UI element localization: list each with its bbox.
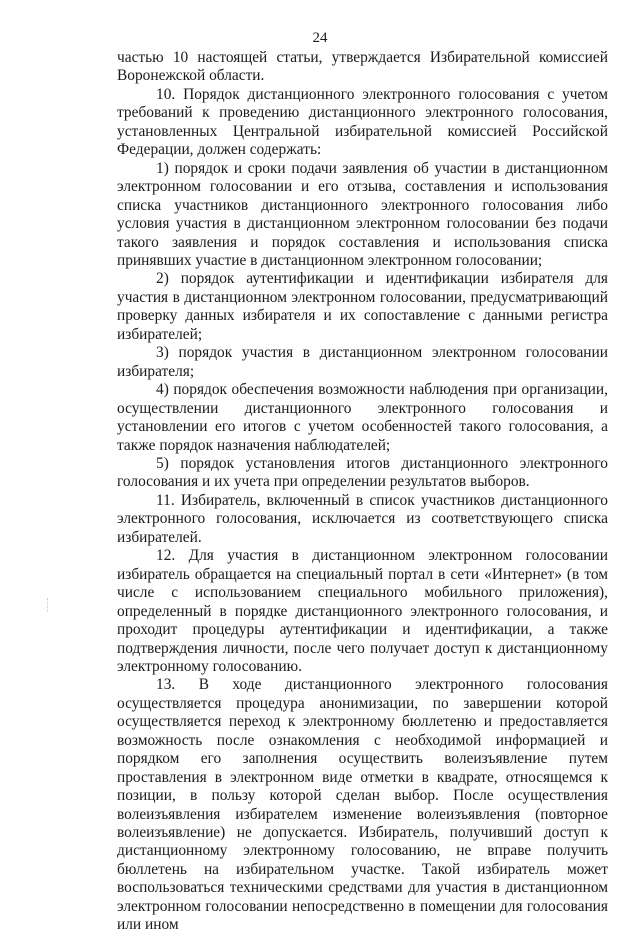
scan-margin-mark <box>47 598 49 612</box>
paragraph: 11. Избиратель, включенный в список участников дистанционного электронного голосования, исключается из соответствующего списка избирателей. <box>117 491 608 546</box>
paragraph: частью 10 настоящей статьи, утверждается Избирательной комиссией Воронежской области. <box>117 49 608 85</box>
list-item: 2) порядок аутентификации и идентификации избирателя для участия в дистанционном электронном голосовании, предусматривающий проверку данных избирателя и их сопоставление с данными регистра избирателей; <box>117 270 608 343</box>
document-body <box>117 49 608 935</box>
list-item: 4) порядок обеспечения возможности наблюдения при организации, осуществлении дистанционного электронного голосования и установлении его итогов с учетом особенностей такого голосования, а также порядок назначения наблюдателей; <box>117 381 608 454</box>
list-item: 5) порядок установления итогов дистанционного электронного голосования и их учета при определении результатов выборов. <box>117 454 608 491</box>
paragraph: 13. В ходе дистанционного электронного голосования осуществляется процедура анонимизации, по завершении которой осуществляется переход к электронному бюллетеню и предоставляется возможность после ознакомления с необходимой информацией и порядком его заполнения осуществить волеизъявление путем проставления в электронном виде отметки в квадрате, относящемся к позиции, в пользу которой сделан выбор. После осуществления волеизъявления избирателем изменение волеизъявления (повторное волеизъявление) не допускается. Избиратель, получивший доступ к дистанционному электронному голосованию, не вправе получить бюллетень на избирательном участке. Такой избиратель может воспользоваться техническими средствами для участия в дистанционном электронном голосовании непосредственно в помещении для голосования или ином <box>117 676 608 934</box>
list-item: 3) порядок участия в дистанционном электронном голосовании избирателя; <box>117 344 608 380</box>
list-item: 1) порядок и сроки подачи заявления об участии в дистанционном электронном голосовании и его отзыва, составления и использования списка участников дистанционного электронного голосования либо условия участия в дистанционном электронном голосовании без подачи такого заявления и порядок составления и использования списка принявших участие в дистанционном электронном голосовании; <box>117 159 608 269</box>
page-number: 24 <box>312 30 328 46</box>
paragraph: 12. Для участия в дистанционном электронном голосовании избиратель обращается на специальный портал в сети «Интернет» (в том числе с использованием специального мобильного приложения), определенный в порядке дистанционного электронного голосования, и проходит процедуры аутентификации и идентификации, а также подтверждения личности, после чего получает доступ к дистанционному электронному голосованию. <box>117 547 608 675</box>
paragraph: 10. Порядок дистанционного электронного голосования с учетом требований к проведению дистанционного электронного голосования, установленных Центральной избирательной комиссией Российской Федерации, должен содержать: <box>117 85 608 159</box>
